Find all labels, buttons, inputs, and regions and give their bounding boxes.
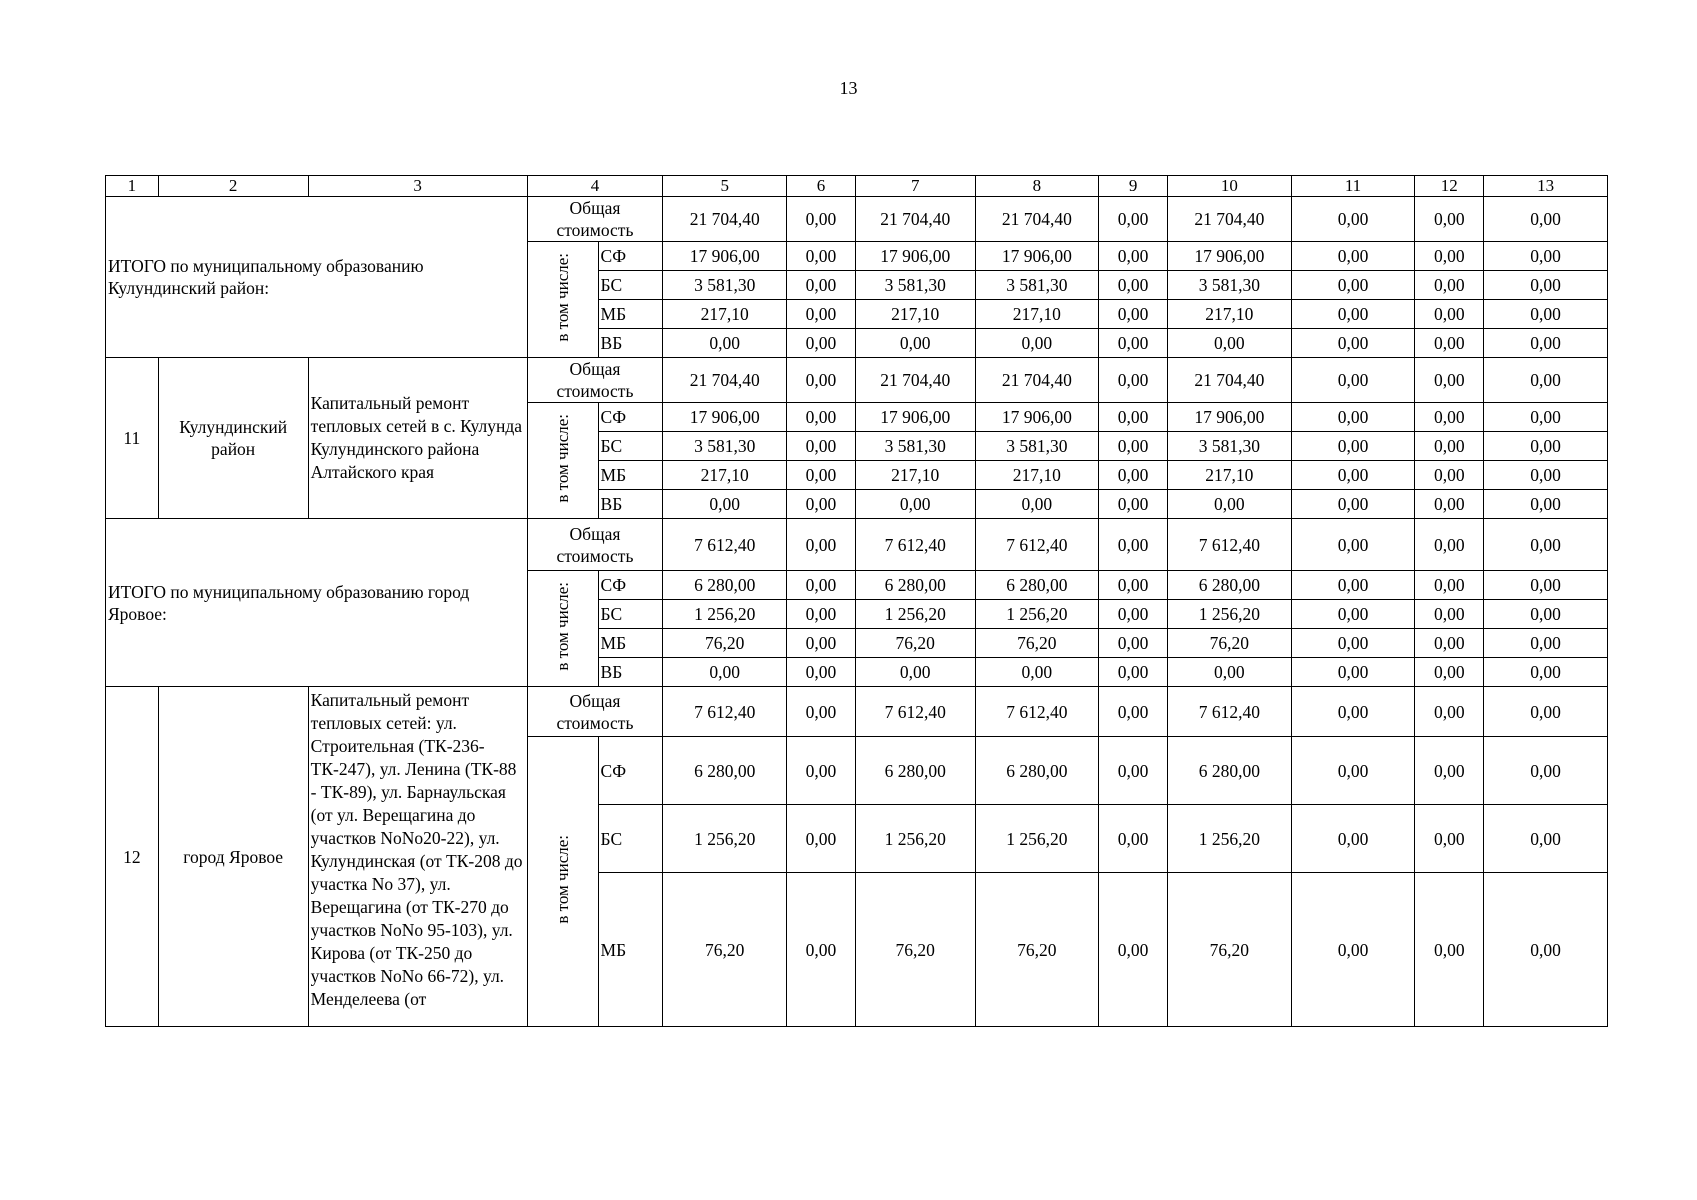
value-cell: 0,00 [787,687,856,737]
value-cell: 1 256,20 [663,600,787,629]
value-cell: 0,00 [1484,358,1608,403]
header-col: 4 [527,176,663,197]
value-cell: 0,00 [1099,519,1168,571]
value-cell: 0,00 [1291,600,1415,629]
value-cell: 6 280,00 [975,571,1099,600]
total-cost-label: Общая стоимость [527,358,663,403]
value-cell: 0,00 [1415,519,1484,571]
incl-vertical-label [527,737,598,1027]
fund-source-sf: СФ [598,242,663,271]
value-cell: 0,00 [787,600,856,629]
value-cell: 0,00 [1415,805,1484,873]
value-cell: 0,00 [1415,658,1484,687]
value-cell: 0,00 [787,197,856,242]
value-cell: 0,00 [1099,271,1168,300]
value-cell: 0,00 [1415,329,1484,358]
row-number: 12 [106,687,159,1027]
value-cell: 1 256,20 [855,805,975,873]
value-cell: 0,00 [1291,737,1415,805]
value-cell: 0,00 [1099,197,1168,242]
value-cell: 21 704,40 [663,358,787,403]
value-cell: 7 612,40 [663,687,787,737]
incl-vertical-label [527,571,598,687]
value-cell: 21 704,40 [975,197,1099,242]
value-cell: 0,00 [787,271,856,300]
value-cell: 0,00 [1484,600,1608,629]
total-cost-label: Общая стоимость [527,197,663,242]
header-col: 10 [1168,176,1292,197]
value-cell: 0,00 [1291,629,1415,658]
value-cell: 0,00 [1415,300,1484,329]
value-cell: 0,00 [1099,571,1168,600]
header-col: 9 [1099,176,1168,197]
value-cell: 0,00 [1291,300,1415,329]
fund-source-mb: МБ [598,461,663,490]
incl-vertical-label [527,242,598,358]
value-cell: 0,00 [1291,490,1415,519]
value-cell: 0,00 [787,658,856,687]
incl-text: в том числе: [552,413,572,503]
value-cell: 0,00 [1415,358,1484,403]
fund-source-mb: МБ [598,873,663,1027]
value-cell: 0,00 [975,658,1099,687]
value-cell: 0,00 [1484,403,1608,432]
value-cell: 217,10 [663,461,787,490]
value-cell: 0,00 [1484,873,1608,1027]
work-description: Капитальный ремонт тепловых сетей в с. Кулунда Кулундинского района Алтайского края [308,358,527,519]
value-cell: 17 906,00 [855,242,975,271]
value-cell: 0,00 [1099,300,1168,329]
value-cell: 0,00 [1099,403,1168,432]
value-cell: 76,20 [1168,873,1292,1027]
value-cell: 0,00 [1099,358,1168,403]
value-cell: 217,10 [1168,300,1292,329]
value-cell: 217,10 [855,461,975,490]
value-cell: 1 256,20 [663,805,787,873]
header-row [106,176,1608,197]
value-cell: 76,20 [663,873,787,1027]
value-cell: 17 906,00 [975,403,1099,432]
header-col: 1 [106,176,159,197]
value-cell: 6 280,00 [975,737,1099,805]
value-cell: 0,00 [787,242,856,271]
value-cell: 0,00 [1168,658,1292,687]
fund-source-sf: СФ [598,737,663,805]
value-cell: 17 906,00 [663,403,787,432]
header-col: 6 [787,176,856,197]
value-cell: 0,00 [1415,687,1484,737]
value-cell: 7 612,40 [855,519,975,571]
value-cell: 76,20 [1168,629,1292,658]
value-cell: 21 704,40 [855,197,975,242]
table-row [106,197,1608,242]
value-cell: 0,00 [1484,432,1608,461]
value-cell: 0,00 [1484,329,1608,358]
value-cell: 0,00 [1099,658,1168,687]
value-cell: 3 581,30 [663,432,787,461]
total-cost-label: Общая стоимость [527,687,663,737]
value-cell: 0,00 [1099,687,1168,737]
value-cell: 0,00 [787,629,856,658]
value-cell: 17 906,00 [1168,403,1292,432]
value-cell: 0,00 [1484,242,1608,271]
value-cell: 3 581,30 [975,271,1099,300]
value-cell: 6 280,00 [855,571,975,600]
value-cell: 0,00 [1099,329,1168,358]
value-cell: 0,00 [1291,687,1415,737]
value-cell: 7 612,40 [975,687,1099,737]
value-cell: 7 612,40 [975,519,1099,571]
value-cell: 0,00 [1291,519,1415,571]
incl-text: в том числе: [552,834,572,924]
value-cell: 0,00 [1484,519,1608,571]
value-cell: 76,20 [975,873,1099,1027]
value-cell: 0,00 [787,432,856,461]
value-cell: 6 280,00 [663,571,787,600]
fund-source-bs: БС [598,432,663,461]
value-cell: 7 612,40 [1168,687,1292,737]
work-description: Капитальный ремонт тепловых сетей: ул. Строительная (ТК-236-ТК-247), ул. Ленина (ТК-88 - ТК-89), ул. Барнаульская (от ул. Верещагина до участков NoNo20-22), ул. Кулундинская (от ТК-208 до участка No 37), ул. Верещагина (от ТК-270 до участков NoNo 95-103), ул. Кирова (от ТК-250 до участков NoNo 66-72), ул. Менделеева (от [308,687,527,1027]
fund-source-mb: МБ [598,300,663,329]
summary-title: ИТОГО по муниципальному образованию Кулундинский район: [106,197,528,358]
incl-text: в том числе: [552,252,572,342]
value-cell: 0,00 [1415,271,1484,300]
value-cell: 0,00 [1099,737,1168,805]
value-cell: 0,00 [1415,403,1484,432]
value-cell: 1 256,20 [855,600,975,629]
value-cell: 0,00 [787,329,856,358]
value-cell: 0,00 [1168,329,1292,358]
value-cell: 76,20 [663,629,787,658]
value-cell: 6 280,00 [1168,737,1292,805]
value-cell: 0,00 [1415,873,1484,1027]
value-cell: 0,00 [1099,629,1168,658]
value-cell: 0,00 [1484,658,1608,687]
value-cell: 0,00 [663,329,787,358]
value-cell: 0,00 [787,519,856,571]
value-cell: 0,00 [1099,242,1168,271]
fund-source-vb: ВБ [598,490,663,519]
value-cell: 0,00 [787,403,856,432]
value-cell: 0,00 [1415,490,1484,519]
total-cost-label: Общая стоимость [527,519,663,571]
value-cell: 6 280,00 [855,737,975,805]
value-cell: 3 581,30 [855,432,975,461]
value-cell: 0,00 [1415,737,1484,805]
value-cell: 0,00 [1291,358,1415,403]
table-row [106,687,1608,737]
value-cell: 3 581,30 [663,271,787,300]
value-cell: 7 612,40 [855,687,975,737]
value-cell: 76,20 [855,873,975,1027]
value-cell: 0,00 [1415,629,1484,658]
value-cell: 1 256,20 [975,600,1099,629]
fund-source-mb: МБ [598,629,663,658]
value-cell: 0,00 [1484,805,1608,873]
row-number: 11 [106,358,159,519]
value-cell: 0,00 [1484,687,1608,737]
header-col: 13 [1484,176,1608,197]
value-cell: 1 256,20 [1168,805,1292,873]
value-cell: 17 906,00 [663,242,787,271]
value-cell: 0,00 [975,329,1099,358]
value-cell: 217,10 [663,300,787,329]
value-cell: 3 581,30 [1168,432,1292,461]
value-cell: 0,00 [1415,242,1484,271]
value-cell: 0,00 [1099,490,1168,519]
value-cell: 7 612,40 [1168,519,1292,571]
value-cell: 0,00 [663,490,787,519]
value-cell: 0,00 [1099,432,1168,461]
fund-source-sf: СФ [598,571,663,600]
value-cell: 3 581,30 [975,432,1099,461]
value-cell: 17 906,00 [1168,242,1292,271]
fund-source-bs: БС [598,600,663,629]
value-cell: 0,00 [1484,271,1608,300]
value-cell: 0,00 [1291,658,1415,687]
value-cell: 0,00 [1415,461,1484,490]
value-cell: 0,00 [1415,432,1484,461]
header-col: 7 [855,176,975,197]
value-cell: 0,00 [1291,271,1415,300]
summary-title: ИТОГО по муниципальному образованию город Яровое: [106,519,528,687]
value-cell: 0,00 [1484,461,1608,490]
incl-text: в том числе: [552,581,572,671]
value-cell: 0,00 [1099,461,1168,490]
value-cell: 7 612,40 [663,519,787,571]
value-cell: 0,00 [787,805,856,873]
header-col: 3 [308,176,527,197]
value-cell: 0,00 [1291,805,1415,873]
value-cell: 21 704,40 [1168,358,1292,403]
fund-source-vb: ВБ [598,329,663,358]
header-col: 2 [158,176,308,197]
value-cell: 1 256,20 [1168,600,1292,629]
value-cell: 0,00 [1415,571,1484,600]
funding-table [105,175,1608,1027]
value-cell: 0,00 [1291,432,1415,461]
district-name: Кулундинский район [158,358,308,519]
value-cell: 21 704,40 [663,197,787,242]
header-col: 11 [1291,176,1415,197]
value-cell: 0,00 [1291,461,1415,490]
value-cell: 0,00 [1484,737,1608,805]
incl-vertical-label [527,403,598,519]
district-name: город Яровое [158,687,308,1027]
value-cell: 76,20 [855,629,975,658]
value-cell: 0,00 [787,358,856,403]
value-cell: 1 256,20 [975,805,1099,873]
value-cell: 0,00 [1099,873,1168,1027]
value-cell: 76,20 [975,629,1099,658]
value-cell: 217,10 [975,300,1099,329]
value-cell: 17 906,00 [855,403,975,432]
value-cell: 6 280,00 [1168,571,1292,600]
value-cell: 0,00 [787,490,856,519]
value-cell: 0,00 [1484,300,1608,329]
value-cell: 0,00 [1291,242,1415,271]
value-cell: 21 704,40 [855,358,975,403]
table-body [106,176,1608,1027]
table-row [106,358,1608,403]
value-cell: 0,00 [1291,873,1415,1027]
fund-source-bs: БС [598,271,663,300]
value-cell: 0,00 [787,571,856,600]
value-cell: 0,00 [1484,490,1608,519]
value-cell: 0,00 [787,300,856,329]
value-cell: 0,00 [1291,571,1415,600]
fund-source-vb: ВБ [598,658,663,687]
value-cell: 21 704,40 [975,358,1099,403]
value-cell: 0,00 [855,658,975,687]
value-cell: 0,00 [1291,329,1415,358]
value-cell: 0,00 [787,461,856,490]
value-cell: 0,00 [1168,490,1292,519]
value-cell: 0,00 [1484,571,1608,600]
header-col: 8 [975,176,1099,197]
header-col: 5 [663,176,787,197]
table-row [106,519,1608,571]
value-cell: 0,00 [855,490,975,519]
value-cell: 0,00 [1484,629,1608,658]
value-cell: 217,10 [975,461,1099,490]
value-cell: 0,00 [1099,600,1168,629]
value-cell: 17 906,00 [975,242,1099,271]
value-cell: 0,00 [1291,197,1415,242]
value-cell: 3 581,30 [1168,271,1292,300]
value-cell: 21 704,40 [1168,197,1292,242]
value-cell: 0,00 [1484,197,1608,242]
fund-source-bs: БС [598,805,663,873]
page-number: 13 [839,78,858,98]
value-cell: 0,00 [663,658,787,687]
value-cell: 0,00 [1291,403,1415,432]
fund-source-sf: СФ [598,403,663,432]
value-cell: 3 581,30 [855,271,975,300]
value-cell: 0,00 [787,737,856,805]
value-cell: 0,00 [855,329,975,358]
value-cell: 0,00 [1415,197,1484,242]
header-col: 12 [1415,176,1484,197]
value-cell: 0,00 [787,873,856,1027]
value-cell: 0,00 [975,490,1099,519]
value-cell: 217,10 [1168,461,1292,490]
value-cell: 0,00 [1099,805,1168,873]
value-cell: 217,10 [855,300,975,329]
value-cell: 0,00 [1415,600,1484,629]
value-cell: 6 280,00 [663,737,787,805]
